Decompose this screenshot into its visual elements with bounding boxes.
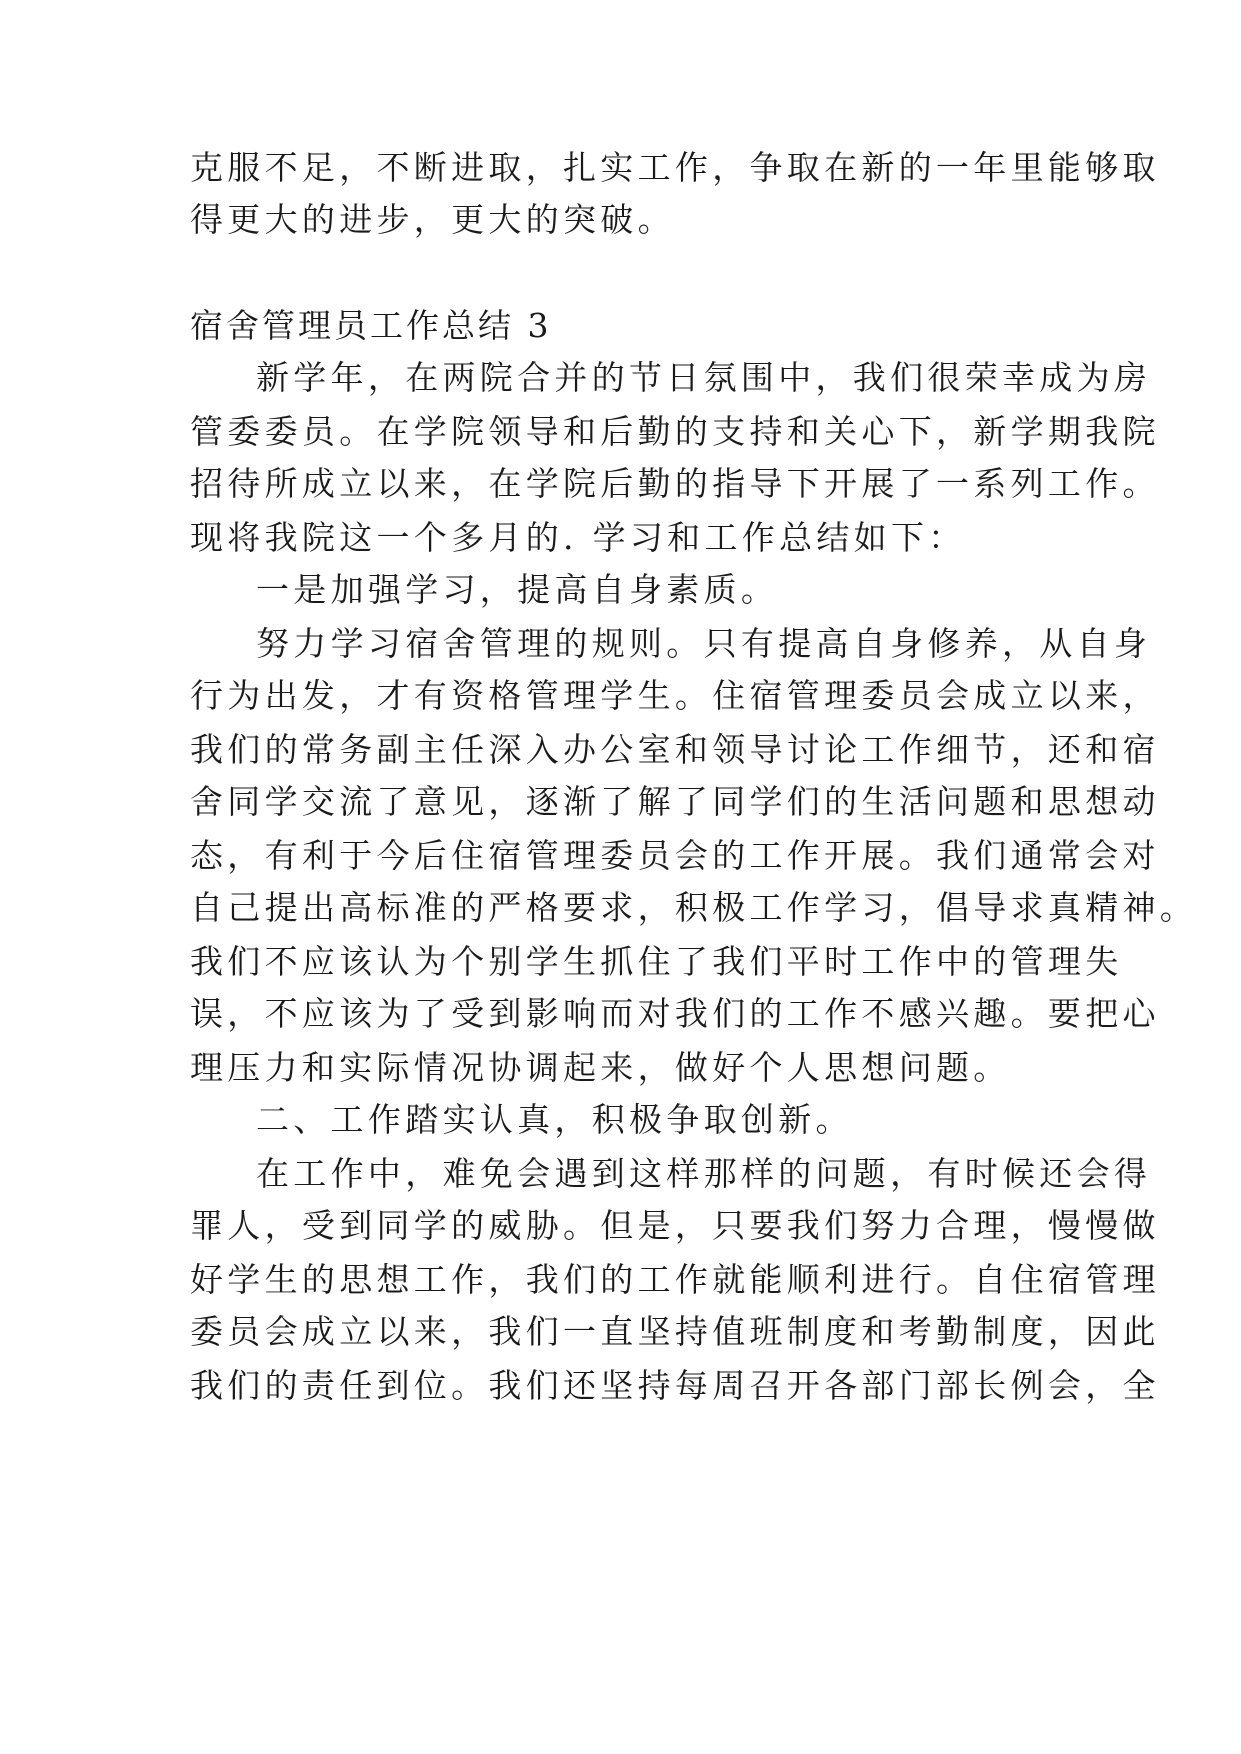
text-line: 管委委员。在学院领导和后勤的支持和关心下，新学期我院 — [190, 412, 1160, 451]
text-line: 在工作中，难免会遇到这样那样的问题，有时候还会得 — [256, 1154, 1152, 1193]
text-line: 努力学习宿舍管理的规则。只有提高自身修养，从自身 — [256, 624, 1152, 663]
text-line: 我们的责任到位。我们还坚持每周召开各部门部长例会，全 — [190, 1366, 1160, 1405]
text-line: 好学生的思想工作，我们的工作就能顺利进行。自住宿管理 — [190, 1260, 1160, 1299]
text-line: 得更大的进步，更大的突破。 — [190, 200, 675, 239]
text-line: 委员会成立以来，我们一直坚持值班制度和考勤制度，因此 — [190, 1312, 1160, 1351]
text-line: 招待所成立以来，在学院后勤的指导下开展了一系列工作。 — [190, 464, 1160, 503]
section-title: 宿舍管理员工作总结 3 — [190, 306, 552, 345]
text-line: 克服不足，不断进取，扎实工作，争取在新的一年里能够取 — [190, 148, 1160, 187]
text-line: 罪人，受到同学的威胁。但是，只要我们努力合理，慢慢做 — [190, 1206, 1160, 1245]
text-line: 新学年，在两院合并的节日氛围中，我们很荣幸成为房 — [256, 358, 1152, 397]
text-line: 理压力和实际情况协调起来，做好个人思想问题。 — [190, 1048, 1011, 1087]
text-line: 我们不应该认为个别学生抓住了我们平时工作中的管理失 — [190, 942, 1123, 981]
point-heading-1: 一是加强学习，提高自身素质。 — [256, 570, 779, 609]
text-line: 行为出发，才有资格管理学生。住宿管理委员会成立以来， — [190, 676, 1160, 715]
text-line: 舍同学交流了意见，逐渐了解了同学们的生活问题和思想动 — [190, 782, 1160, 821]
text-line: 现将我院这一个多月的. 学习和工作总结如下： — [190, 518, 966, 557]
text-line: 自己提出高标准的严格要求，积极工作学习，倡导求真精神。 — [190, 888, 1198, 927]
text-line: 我们的常务副主任深入办公室和领导讨论工作细节，还和宿 — [190, 730, 1160, 769]
point-heading-2: 二、工作踏实认真，积极争取创新。 — [256, 1100, 853, 1139]
text-line: 误，不应该为了受到影响而对我们的工作不感兴趣。要把心 — [190, 994, 1160, 1033]
text-line: 态，有利于今后住宿管理委员会的工作开展。我们通常会对 — [190, 836, 1160, 875]
